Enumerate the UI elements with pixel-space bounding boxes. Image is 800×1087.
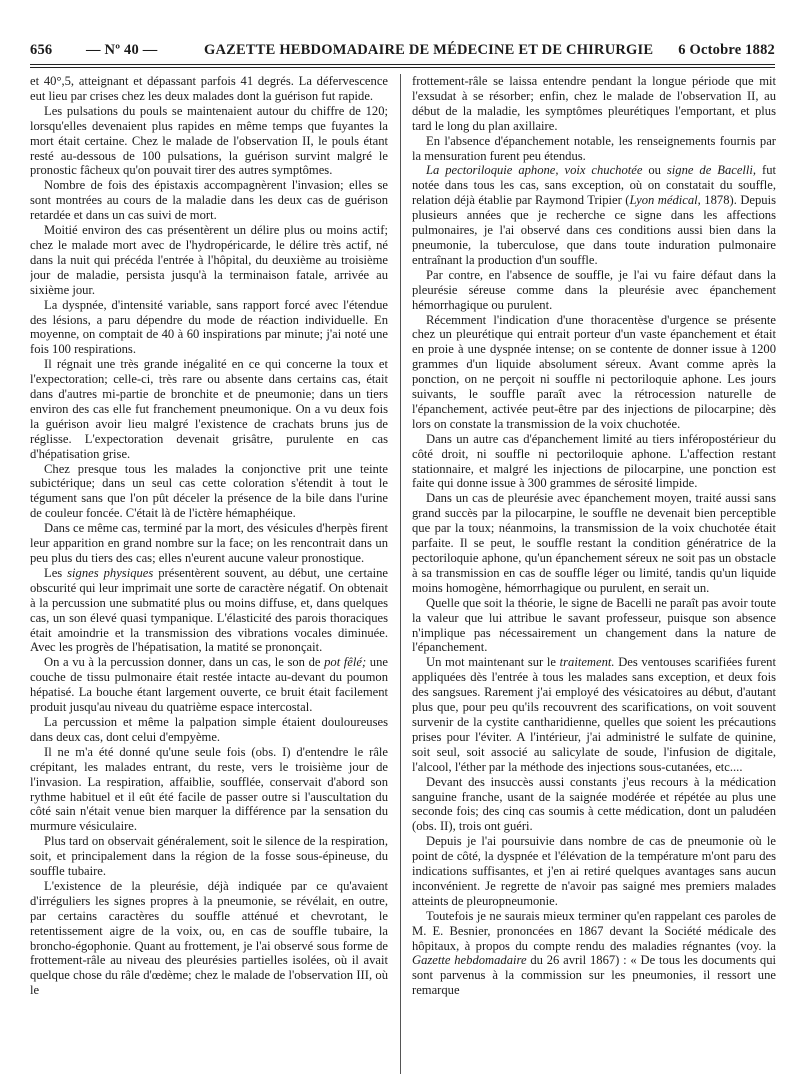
italic-term: pot fêlé; [324,655,367,670]
paragraph: Moitié environ des cas présentèrent un délire plus ou moins actif; chez le malade mort avec de l'hydropéricarde, le délire très actif, né dans la nuit qui précéda l'entrée à l'hôpital, du deuxième au troisième jour de maladie, persista jusqu'à la terminaison fatale, arrivée au sixième jour. [30,223,388,297]
paragraph [30,655,388,715]
paragraph: Il ne m'a été donné qu'une seule fois (obs. I) d'entendre le râle crépitant, les malades entrant, du reste, vers le troisième jour de l'invasion. La respiration, affaiblie, soufflée, conservait d'abord son rythme habituel et il eût été facile de passer outre si l'auscultation du côté sain n'était venue bien marquer la différence par la sensation du murmure vésiculaire. [30,744,388,834]
paragraph [30,566,388,655]
paragraph: Les pulsations du pouls se maintenaient autour du chiffre de 120; lorsqu'elles devenaient plus rapides en même temps que fuyantes la mort était certaine. Chez le malade de l'observation II, le pouls étant resté au-dessous de 100 pulsations, la guérison survint malgré le pronostic fâcheux qu'on pouvait tirer des autres symptômes. [30,103,388,178]
paragraph [412,163,776,267]
paragraph: L'existence de la pleurésie, déjà indiquée par ce qu'avaient d'irréguliers les signes propres à la pneumonie, se révélait, en outre, par certains caractères du souffle atténué et chevrotant, le retentissement aigre de la voix, ou, en cas de souffle tubaire, la broncho-égophonie. Quant au frottement, je l'ai observé sous forme de frottement-râle au niveau des pleurésies partielles isolées, où il avait quelque chose du râle d'œdème; chez le malade de l'observation III, où le [30,878,388,998]
paragraph: Dans un autre cas d'épanchement limité au tiers inféropostérieur du côté droit, ni souffle ni pectoriloquie aphone. L'affection restant stationnaire, et malgré les injections de pilocarpine, une ponction est faite qui donne issue à 300 grammes de sérosité limpide. [412,431,776,491]
text-run: Des ventouses scarifiées furent appliquées dès l'entrée à tous les malades sans exception, et deux fois des sangsues. Rarement j'ai employé des vésicatoires au début, d'autant plus que, pour peu qu'ils recouvrent des scarifications, on voit souvent survenir de la cystite cantharidienne, quelles que soient les précautions prises pour l'éviter. A l'intérieur, j'ai administré le sulfate de quinine, soit seul, soit associé au salicylate de soude, l'infusion de digitale, l'alcool, l'éther par la méthode des injections sous-cutanées, etc.... [412,655,776,774]
italic-term: signes physiques [67,565,154,580]
paragraph: et 40°,5, atteignant et dépassant parfois 41 degrés. La défervescence eut lieu par crises chez les deux malades dont la guérison fut rapide. [30,74,388,103]
paragraph [412,655,776,774]
paragraph: La percussion et même la palpation simple étaient douloureuses dans deux cas, dont celui d'empyème. [30,714,388,744]
paragraph: Quelle que soit la théorie, le signe de Bacelli ne paraît pas avoir toute la valeur que lui attribue le savant professeur, puisque son absence n'implique pas nécessairement un changement dans la nature de l'épanchement. [412,595,776,655]
paragraph: Par contre, en l'absence de souffle, je l'ai vu faire défaut dans la pleurésie séreuse comme dans la pleurésie avec épanchement hémorrhagique ou purulent. [412,267,776,312]
paragraph: Nombre de fois des épistaxis accompagnèrent l'invasion; elles se sont montrées au cours de la maladie dans les deux cas de guérison retardée et dans un cas suivi de mort. [30,178,388,223]
paragraph: Il régnait une très grande inégalité en ce qui concerne la toux et l'expectoration; celle-ci, très rare ou absente dans certains cas, était dans d'autres mi-partie de bronchite et de pneumonie; dans un tiers environ des cas elle fut franchement pneumonique. On a vu deux fois la guérison avoir lieu malgré l'existence de crachats bruns jus de réglisse. L'expectoration devenait grisâtre, purulente en cas d'hépatisation grise. [30,357,388,461]
paragraph [412,909,776,998]
text-run: ou [642,163,667,178]
italic-citation: Gazette hebdomadaire [412,953,527,968]
paragraph: Depuis je l'ai poursuivie dans nombre de cas de pneumonie où le point de côté, la dyspnée et l'élévation de la température m'ont paru des indications suffisantes, et j'en ai retiré quelques avantages sans aucun inconvénient. Je regrette de n'avoir pas saigné mes premiers malades atteints de pleuropneumonie. [412,834,776,908]
italic-citation: Lyon médical [629,193,698,208]
italic-term: La pectoriloquie aphone, voix chuchotée [426,163,643,178]
page-number: 656 [30,42,53,58]
header-rule-top [30,64,775,65]
paragraph: Dans un cas de pleurésie avec épanchement moyen, traité aussi sans grand succès par la pilocarpine, le souffle ne devenait bien perceptible que par la toux; néanmoins, la transmission de la voix chuchotée était parfaite. Il se peut, le souffle restant la condition génératrice de la pectoriloquie aphone, qu'un épanchement séreux ne soit pas un obstacle à sa transmission en cas de souffle léger ou limité, tandis qu'un liquide moins homogène, hémorrhagique ou purulent, en serait un. [412,491,776,595]
italic-term: signe de Bacelli, [666,163,757,178]
paragraph: Plus tard on observait généralement, soit le silence de la respiration, soit, et principalement dans la région de la fosse sous-épineuse, du souffle tubaire. [30,834,388,879]
italic-term: traitement. [559,655,615,670]
paragraph: Devant des insuccès aussi constants j'eus recours à la médication sanguine franche, usant de la saignée modérée et répétée au plus une seconde fois; des cinq cas soumis à cette médication, dont un paludéen (obs. II), trois ont guéri. [412,774,776,834]
text-run: Un mot maintenant sur le [426,655,560,670]
column-divider [400,74,401,1074]
text-run: , 1878). Depuis plusieurs années que je recherche ce signe dans les affections pulmonaires, je l'ai observé dans ces conditions aussi bien dans la pneumonie, la tuberculose, que dans toute induration pulmonaire entraînant la production d'un souffle. [412,193,776,267]
issue-number: — Nº 40 — [86,42,158,58]
left-column [30,74,388,1079]
text-run: présentèrent souvent, au début, une certaine obscurité qui leur imprimait une sorte de caractère négatif. On obtenait à la percussion une submatité plus ou moins diffuse, et, dans quelques cas, un son élevé quasi tympanique. L'élasticité des parois thoraciques était amoindrie et la transmission des vibrations vocales diminuée. Avec les progrès de l'hépatisation, la matité se prononçait. [30,565,388,655]
text-run: une couche de tissu pulmonaire était restée intacte au-devant du poumon hépatisé. La bouche étant largement ouverte, ce bruit était facilement produit jusqu'au niveau du quatrième espace intercostal. [30,655,388,715]
paragraph: frottement-râle se laissa entendre pendant la longue période que mit l'exsudat à se résorber; enfin, chez le malade de l'observation II, au début de la maladie, les symptômes pleurétiques l'emportant, et plus tard le long du plan axillaire. [412,74,776,133]
paragraph: En l'absence d'épanchement notable, les renseignements fournis par la mensuration furent peu étendus. [412,133,776,163]
header-rule-bottom [30,67,775,68]
journal-title: GAZETTE HEBDOMADAIRE DE MÉDECINE ET DE CHIRURGIE [204,42,654,58]
paragraph: La dyspnée, d'intensité variable, sans rapport forcé avec l'étendue des lésions, a paru dépendre du mode de réaction individuelle. En moyenne, on comptait de 40 à 60 inspirations par minute; j'ai noté une fois 100 respirations. [30,297,388,357]
paragraph: Dans ce même cas, terminé par la mort, des vésicules d'herpès firent leur apparition en grand nombre sur la face; on les rencontrait dans un peu plus du tiers des cas; elles n'eurent aucune valeur pronostique. [30,521,388,565]
text-run: fut notée dans tous les cas, sans exception, où on constatait du souffle, relation déjà établie par Raymond Tripier ( [412,163,776,208]
text-run: Toutefois je ne saurais mieux terminer qu'en rappelant ces paroles de M. E. Besnier, prononcées en 1867 devant la Société médicale des hôpitaux, à propos du compte rendu des maladies régnantes (voy. la [412,908,776,953]
issue-date: 6 Octobre 1882 [678,42,775,58]
text-run: On a vu à la percussion donner, dans un cas, le son de [44,655,325,670]
running-header [30,38,775,62]
paragraph: Récemment l'indication d'une thoracentèse d'urgence se présente chez un pleurétique qui entrait porteur d'un vaste épanchement et était en proie à une dyspnée intense; on se contente de donner issue à 1200 grammes d'un liquide absolument séreux. Avant comme après la ponction, on ne perçoit ni souffle ni pectoriloquie aphone. Les jours suivants, le souffle paraît avec la rétrocession naturelle de l'épanchement, activée peut-être par des injections de pilocarpine; dès lors on constate la transmission de la voix chuchotée. [412,312,776,431]
text-run: du 26 avril 1867) : « De tous les documents qui sont parvenus à la commission sur les pneumonies, il ressort une remarque [412,953,776,998]
paragraph: Chez presque tous les malades la conjonctive prit une teinte subictérique; dans un seul cas cette coloration s'étendit à tout le tégument sans que l'on pût déceler la présence de la bile dans l'urine de couleur foncée. C'était là de l'ictère hémaphéique. [30,461,388,521]
text-run: Les [44,565,68,580]
right-column [412,74,776,1079]
